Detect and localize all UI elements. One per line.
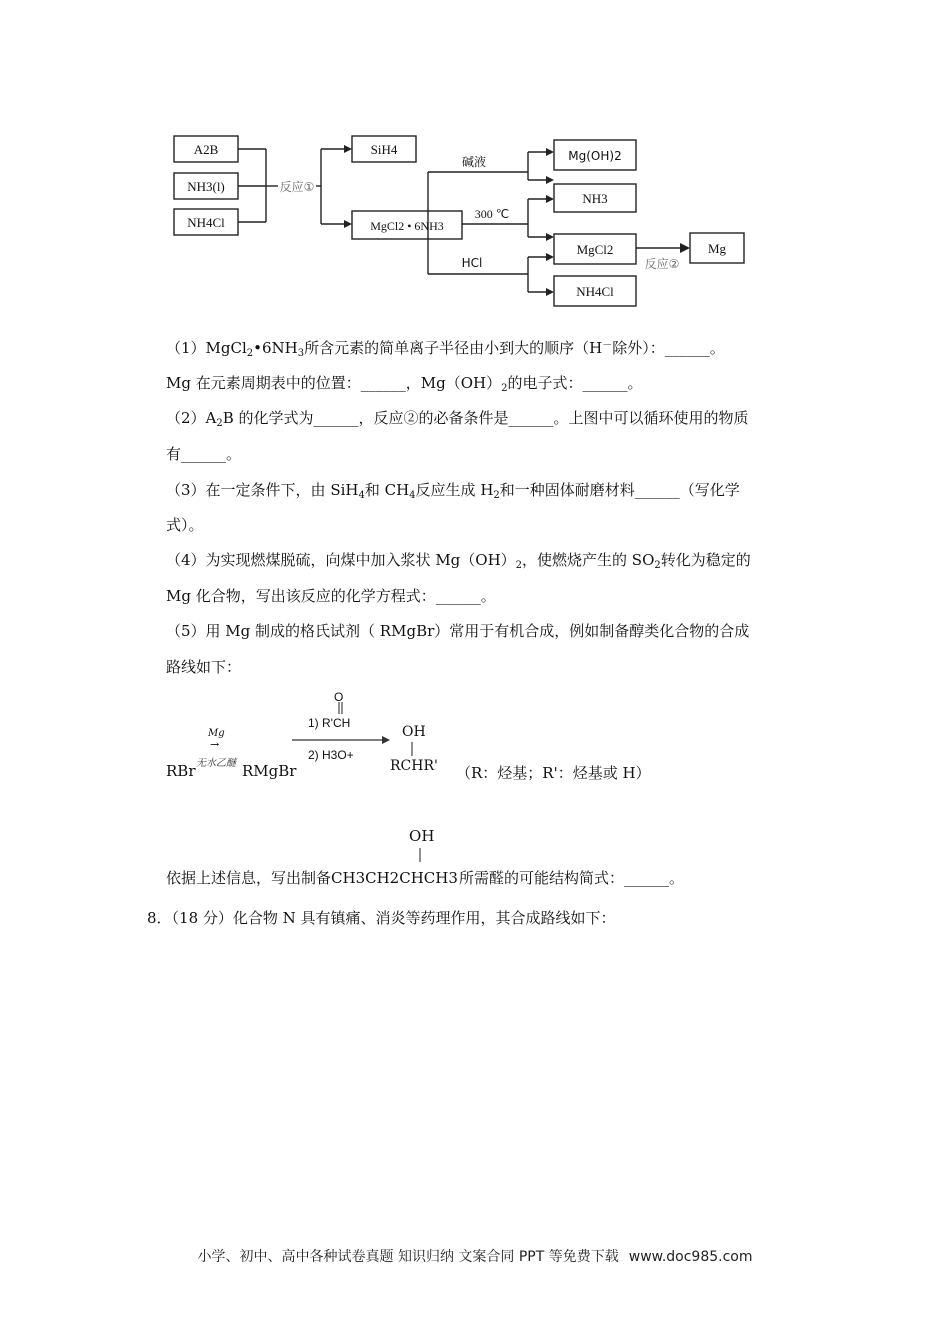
q1-line2: Mg 在元素周期表中的位置：______，$Mg(OH)_2$的电子式：______。 (166, 374, 643, 394)
q3-line2: 式）。 (166, 516, 204, 534)
label-hcl: HCl (461, 256, 483, 270)
bond-line (409, 742, 415, 758)
question-8: 8．（18 分）化合物 N 具有镇痛、消炎等药理作用，其合成路线如下： (147, 909, 616, 927)
label-temp: 300 ℃ (474, 207, 510, 221)
q4-line2: Mg 化合物，写出该反应的化学方程式：______。 (166, 587, 496, 605)
label-nh4cl-input: NH4Cl (187, 215, 225, 230)
q2-line1: $(2)A_2B$ 的化学式为______，反应②的必备条件是______。上图中可以循环使用的物质 (166, 409, 749, 429)
q4-line1: （4）为实现燃煤脱硫，向煤中加入浆状 $Mg(OH)_2$，使燃烧产生的 $SO_2$转化为稳定的 (166, 551, 751, 571)
rmgbr: RMgBr (242, 762, 297, 780)
q3-line1: （3）在一定条件下，由 SiH$_4$和 $CH_4$反应生成 $H_2$和一种固体耐磨材料______（写化学 (166, 481, 740, 501)
target-formula: CH3CH2CHCH3 (331, 869, 458, 887)
label-reaction2: 反应② (644, 257, 680, 271)
q5-line1: （5）用 Mg 制成的格氏试剂（ RMgBr）常用于有机合成，例如制备醇类化合物的合成 (166, 622, 750, 640)
product-formula: RCHR' (390, 758, 438, 774)
small-arrow-icon: → (210, 738, 220, 751)
label-mgcl2: MgCl2 (576, 242, 614, 257)
q1-line1: $(1)MgCl_2•6NH_3$所含元素的简单离子半径由小到大的顺序（H－除外）：______。 (166, 339, 725, 359)
footer-url[interactable]: www.doc985.com (628, 1249, 753, 1265)
ether-solvent: 无水乙醚 (196, 758, 236, 769)
label-mgoh2: Mg(OH)2 (568, 149, 622, 163)
target-bond (417, 848, 423, 864)
footer-text: 小学、初中、高中各种试卷真题 知识归纳 文案合同 PPT 等免费下载 (197, 1249, 619, 1265)
label-mg: Mg (707, 241, 727, 256)
rbr: RBr (166, 762, 196, 780)
q5-line2: 路线如下： (166, 658, 242, 676)
step2-reagent: 2) H3O+ (308, 748, 354, 762)
carbonyl-o: O (334, 690, 344, 704)
label-a2b: A2B (193, 142, 219, 157)
mg-reagent: Mg (208, 728, 225, 739)
flowchart (166, 124, 754, 314)
label-sih4: SiH4 (370, 142, 398, 157)
footer (0, 1246, 950, 1266)
grignard-scheme (166, 690, 686, 784)
product-oh: OH (402, 724, 426, 740)
target-oh: OH (409, 827, 435, 845)
target-alcohol (331, 827, 459, 888)
label-nh3l: NH3(l) (187, 179, 225, 194)
label-reaction1: 反应① (279, 180, 315, 194)
label-alkali: 碱液 (461, 155, 487, 169)
r-group-note: （R：烃基；R'：烃基或 H） (456, 764, 651, 782)
label-nh3: NH3 (582, 191, 608, 206)
reaction-arrow-icon (290, 694, 400, 774)
step1-reagent: 1) R'CH (308, 716, 351, 730)
q2-line2: 有______。 (166, 445, 242, 463)
label-nh4cl-output: NH4Cl (576, 284, 614, 299)
q5-line3: 依据上述信息，写出制备 OH CH3CH2CHCH3所需醛的可能结构简式：______。 (166, 827, 685, 887)
label-complex: MgCl2 • 6NH3 (370, 219, 444, 233)
